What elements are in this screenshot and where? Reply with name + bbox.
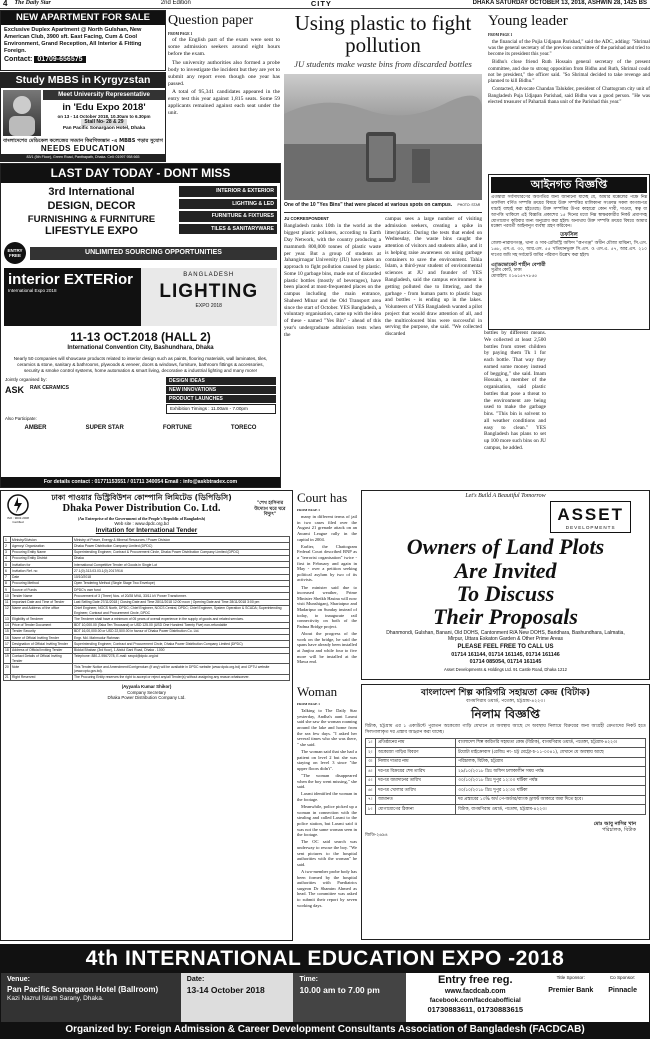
bitac-title: বাংলাদেশ শিল্প কারিগরি সহায়তা কেন্দ্র (বিটাক) [420, 688, 591, 698]
notice-body: এতদ্বারা সর্বসাধারণের অবগতির জন্য জানানো যাচ্ছে যে, আমার মক্কেলের পক্ষে নিম্ন তফসিল বর্ণিত সম্পত্তি ক্রয়ের বিষয়ে উক্ত সম্পত্তির মালিকানা সংক্রান্ত সকল কাগজপত্র যাচাই বাছাই করা হইতেছে। উক্ত সম্পত্তির উপর কাহারো কোন দাবী, দাওয়া, স্বত্ব বা আপত্তি থাকিলে এই বিজ্ঞপ্তি প্রকাশের ১৫ দিনের মধ্যে নিম্ন স্বাক্ষরকারীর নিকট প্রমাণসহ যোগাযোগ করিবার জন্য অনুরোধ করা হইল। অন্যথায় উক্ত সম্পত্তি ক্রয়ের বিষয়ে আমার মক্কেল পরবর্তী আইনানুগ ব্যবস্থা গ্রহণ করিবেন। [491, 194, 647, 230]
ad-mbbs-company: NEEDS EDUCATION [40, 144, 126, 154]
bitac-row-value: দর প্রস্তাবের ১০% অর্থ পে-অর্ডার/ব্যাংক ড্রাফট আকারে জমা দিতে হবে। [456, 795, 646, 805]
sponsor-logo: ASK [5, 385, 25, 396]
bitac-row [366, 748, 646, 758]
ad-interior-dates: 11-13 OCT.2018 (HALL 2) [70, 330, 211, 345]
tender-row-label: Tender Security [11, 628, 73, 634]
tender-row-number: 13 [5, 616, 9, 621]
edu-venue: Venue: Pan Pacific Sonargaon Hotel (Ballroom) Kazi Nazrul Islam Sarany, Dhaka. [1, 973, 181, 1022]
notice-schedule-title: তফসিল [560, 232, 578, 239]
story-title: Woman [297, 684, 338, 699]
page-header [0, 0, 650, 9]
tender-row-value: Engr. Md. Mahmudur Rahman [73, 635, 290, 641]
tender-row-label: Date [11, 574, 73, 580]
tender-row [4, 674, 290, 680]
story-title: Using plastic to fight pollution [294, 12, 472, 58]
tender-row-label: Source of Funds [11, 587, 73, 593]
ad-mbbs-dates: on 13 - 14 October 2018, 10.30am to 6.30pm [57, 113, 151, 119]
ad-interior-banner: LAST DAY TODAY - DONT MISS [1, 164, 280, 183]
ad-mbbs-title: Study MBBS in Kyrgyzstan [1, 73, 165, 88]
tender-row-number: 7 [4, 574, 11, 580]
tender-row-label: Contact Details of Official Inviting Tender [11, 653, 73, 664]
bitac-row-label: দরপত্র জমাদানের তারিখ [376, 776, 456, 786]
bitac-row-number: ২। [366, 748, 376, 758]
sponsor-logo: RAK CERAMICS [30, 385, 69, 392]
ad-interior-expo [0, 163, 281, 488]
tender-row-value: International Competitive Tender of Goods in Single Lot [73, 562, 290, 568]
story-woman: Woman FROM PAGE 1 Talking to The Daily Star yesterday, Andha's aunt Laxmi said she saw the woman roaming around the lake and home from the sea few days. "I asked her several times who she was there, " she said. The woman said that she had a patient on level 2 but she was staying on level 3 since "the upper floors didn't". "The woman disappeared when the boy went missing," she said. Laxmi identified the woman in the footage. Meanwhile, police picked up a woman in connection with the stealing and called Laxmi to the police station, but Laxmi said it was not the same woman seen in the footage. The OC said search was underway to rescue the boy. "We sent pictures to the hospital authorities with the woman" he said. A two-member probe body has been formed by the hospital authorities with Paediatrics surgeon Dr Shamim Ahmed as head. The committee was asked to submit their report by seven working days. [297, 684, 357, 908]
ad-interior-details: For details contact : 01771153551 / 01711 340054 Email : info@askbtradex.com [1, 477, 280, 488]
bitac-row-value: ৩০/১০/২০১৮ খ্রিঃ দুপুর ১২:০০ ঘটিকা পর্যন্ত [456, 776, 646, 786]
tender-row-label: Name and Address of the office [11, 605, 73, 616]
tender-row-label: Right Reserved [11, 674, 73, 680]
bitac-row [366, 757, 646, 767]
ad-mbbs-venue: Pan Pacific Sonargaon Hotel, Dhaka [62, 125, 146, 131]
tender-row-value: Chief Engineer, NOCS North, DPDC; Chief Engineer, NOCS Central, DPDC; Chief Engineer, System Operation & SCADA; Superintending Engineer, Contract and Procurement Circle, DPDC [73, 605, 290, 616]
tender-row-number: 11 [5, 600, 9, 605]
tender-row-value: The Procuring Entity reserves the right to accept or reject any/all Tender(s) without assigning any reason whatsoever. [73, 674, 290, 680]
bitac-row [366, 767, 646, 777]
tender-row-label: Designation of Official Inviting Tender [11, 641, 73, 647]
tender-row-label: Eligibility of Tenderer [11, 616, 73, 622]
tender-row-number: 2 [4, 543, 11, 549]
bitac-row-label: যোগাযোগের ঠিকানা [376, 805, 456, 815]
ad-mbbs-bengali: বাংলাদেশের মেডিকেল কলেজের সমমান কিরগিজস্তান -এ MBBS পড়ার সুযোগ [3, 138, 163, 145]
ad-interior-category: FURNITURE & FIXTURES [179, 211, 277, 222]
tender-row-value: BDT 10,000.00 (Taka Ten Thousand) or USD 125.00 (USD One Hundred Twenty Five) non-refundable [73, 622, 290, 628]
notice-bitac-auction: বাংলাদেশ শিল্প কারিগরি সহায়তা কেন্দ্র (বিটাক) বাগমণিরাম ওয়ার্ড, পতেঙ্গা, চট্টগ্রাম-৪২২৩। নিলাম বিজ্ঞপ্তি বিটাক, চট্টগ্রাম এর ১ একাউন্টে পুরাতন অকেজো গাড়ি যেখানে যে অবস্থায় আছে সে অবস্থায় নিলামে বিক্রয়ের জন্য আগ্রহী ক্রেতাদের নিকট হতে সিলগালাকৃত দর প্রস্তাব আহ্বান করা যাচ্ছে। ১। প্রতিষ্ঠানের নাম বাংলাদেশ শিল্প কারিগরি সহায়তা কেন্দ্র (বিটাক), বাগমণিরাম ওয়ার্ড, পতেঙ্গা, চট্টগ্রাম-৪২২৩। ২। অকেজো গাড়ির বিবরণ টয়োটা মাইক্রোবাস (রেজিঃ নং- চট্ট মেট্রো-চ-১১-০০৪১), যেখানে যে অবস্থায় আছে ৩। নিলাম দাতার নাম পরিচালক, বিটাক, চট্টগ্রাম ৪। দরপত্র বিক্রয়ের শেষ তারিখ ২৯/১০/২০১৮ খ্রিঃ অফিস চলাকালীন সময় পর্যন্ত ৫। দরপত্র জমাদানের তারিখ ৩০/১০/২০১৮ খ্রিঃ দুপুর ১২:০০ ঘটিকা পর্যন্ত ৬। দরপত্র খোলার তারিখ ৩০/১০/২০১৮ খ্রিঃ দুপুর ১২:৩০ ঘটিকা ৭। জামানত দর প্রস্তাবের ১০% অর্থ পে-অর্ডার/ব্যাংক ড্রাফট আকারে জমা দিতে হবে। ৮। যোগাযোগের ঠিকানা বিটাক, বাগমণিরাম ওয়ার্ড, পতেঙ্গা, চট্টগ্রাম-৪২২৩। মোঃ আবু নাসির খান পরিচালক, বিটাক জিডি-২৬৯৪ [361, 684, 650, 940]
tender-row-value: Ministry of Power, Energy & Mineral Resources / Power Division [73, 537, 290, 543]
bitac-row-label: দরপত্র বিক্রয়ের শেষ তারিখ [376, 767, 456, 777]
tender-row-label: Important Date and Time of Tender [11, 599, 73, 605]
tender-row-label: Name of Official Inviting Tender [11, 635, 73, 641]
ad-apartment-contact: Contact: 01709-656575 [1, 56, 165, 65]
bitac-row-label: দরপত্র খোলার তারিখ [376, 786, 456, 796]
paper-logo: The Daily Star [14, 0, 51, 7]
tender-row-label: Procuring Method [11, 580, 73, 586]
notice-title: আইনগত বিজ্ঞপ্তি [491, 177, 647, 193]
tender-row [4, 605, 290, 616]
tender-row-number: 6 [4, 568, 11, 574]
tender-row-number: 15 [5, 629, 9, 634]
tender-row-label: Tender Name [11, 593, 73, 599]
bitac-row [366, 776, 646, 786]
tender-row-number: 12 [4, 605, 11, 616]
story-question-paper: Question paper FROM PAGE 1 of the English part of the exam were sent to some admission seekers around eight hours before the exam. The university authorities also formed a probe body to investigate the incident but they are yet to submit any report even though one year has passed. A total of 95,341 candidates appeared in the entry test this year against 1,815 seats. Some 59 applicants remained against each seat under the unit. [168, 13, 280, 117]
tender-row-label: Procuring Entity District [11, 555, 73, 561]
bitac-row-label: অকেজো গাড়ির বিবরণ [376, 748, 456, 758]
bitac-row-number: ১। [366, 738, 376, 748]
bitac-row-number: ৩। [366, 757, 376, 767]
ad-apartment-title: NEW APARTMENT FOR SALE [1, 11, 165, 25]
tender-row-label: Invitation Ref. no [11, 568, 73, 574]
tender-row-label: Address of Official Inviting Tender [11, 647, 73, 653]
tender-row-value: Dhaka [73, 555, 290, 561]
tender-row-number: 1 [4, 537, 11, 543]
edu-organized-by: Organized by: Foreign Admission & Career Development Consultants Association of Bangladesh (FACDCAB) [1, 1022, 649, 1039]
tender-row-number: 18 [5, 648, 9, 653]
ad-mbbs-event: in 'Edu Expo 2018' [62, 101, 146, 113]
tender-row-value: Biddut Bhaban (3rd floor), 1 Abdul Gani Road, Dhaka - 1000 [73, 647, 290, 653]
story-plastic-col3: bottles by different means. We collected at least 2,500 bottles from street children by paying them Tk 1 for each bottle. That way they earned some money instead of begging," she said. Imam Hossain, a member of the organisation, said plastic bottles that pose a threat to the environment are being used to make the garbage bins. "This bin is solvent to all weather conditions and easy to clean." YES Bangladesh has plans to set up 100 more such bins on JU campus, he added. [484, 330, 546, 452]
tender-row-value: 10/10/2018 [73, 574, 290, 580]
tender-row-label: Note [11, 664, 73, 675]
bitac-table [365, 738, 646, 815]
date-line: DHAKA SATURDAY OCTOBER 13, 2018, ASHWIN 28, 1425 BS [472, 0, 647, 7]
tender-row-number: 17 [5, 641, 9, 646]
bitac-row-number: ৬। [366, 786, 376, 796]
bitac-row-value: ৩০/১০/২০১৮ খ্রিঃ দুপুর ১২:৩০ ঘটিকা [456, 786, 646, 796]
ad-mbbs [0, 72, 166, 162]
tender-row-label: Agency/ Organization [11, 543, 73, 549]
ad-interior-venue: International Convention City, Bashundhara, Dhaka [67, 345, 214, 352]
section-label: CITY [310, 0, 332, 9]
bitac-row-label: জামানত [376, 795, 456, 805]
edu-expo-title: 4th INTERNATIONAL EDUCATION EXPO -2018 [1, 945, 649, 973]
tender-row-number: 4 [4, 555, 11, 561]
bitac-row [366, 786, 646, 796]
ad-interior-features: DESIGN IDEAS NEW INNOVATIONS PRODUCT LAUNCHES Exhibition Timings : 11.00am - 7.00pm [166, 377, 276, 414]
dpdc-logo: ISO : 9001:2008 Certified [3, 494, 33, 525]
story-title: Court has [297, 490, 348, 505]
notice-schedule: জেলা-নারায়ণগঞ্জ, থানা ও সাব-রেজিস্ট্রি অফিস "রূপগঞ্জ" অধীন মৌজা মাঝিনা, সি.এস. ১৬৮, এস.এ. ৩০, আর.এস. ৫৫ খতিয়ানভুক্ত সি.এস. ও এস.এ. ৫৭, আর.এস. ২১০ দাগের জমি সহ সর্বমোট জমির পরিমাণ উল্লেখ করা হইল। [491, 241, 647, 259]
ad-education-expo [0, 944, 650, 1039]
story-photo [284, 74, 482, 200]
tender-row-label: Invitation for [11, 562, 73, 568]
tender-row-number: 5 [4, 562, 11, 568]
bitac-row-value: বাংলাদেশ শিল্প কারিগরি সহায়তা কেন্দ্র (বিটাক), বাগমণিরাম ওয়ার্ড, পতেঙ্গা, চট্টগ্রাম-৪২২৩। [456, 738, 646, 748]
tender-row-value: Superintending Engineer, Contract and Procurement Circle, Dhaka Power Distribution Company Limited (DPDC) [73, 641, 290, 647]
story-title: Question paper [168, 13, 254, 28]
co-sponsor: Co Sponsor: Pinnacle [608, 975, 637, 994]
edition-label: 2nd Edition [160, 0, 191, 7]
ad-interior-title-4: LIFESTYLE EXPO [45, 225, 138, 238]
tender-row-number: 9 [4, 587, 11, 593]
tender-row [4, 653, 290, 664]
edu-date: Date: 13-14 October 2018 [181, 973, 294, 1022]
entry-free-badge: ENTRY FREE [4, 242, 26, 264]
sponsor-strip [1, 424, 280, 434]
story-young-leader: Young leader FROM PAGE 1 the financial of the Pujia Udjapan Parishad," said the ADC, adding: "Shrimal was the general secretary of the previous committee of the parishad and tried to become its president this year." Bidhu's close friend Ruth Hossain general secretary of the present committee, and due to strong opposition from Bidhu and Ruth, Shrimal could not be president," the officer said. "So Shrimal decided to take revenge and planned to kill Bidhu." Contacted, Advocate Chandan Talukder, president of Chattogram city unit of Bangladesh Puja Udjapan Parishad, said Bidhu was a good person. "He was elected treasurer of Pahartali thana unit of the Parishad this year." [488, 13, 650, 105]
story-title: Young leader [488, 13, 568, 29]
tender-row-number: 19 [4, 653, 11, 664]
page-number: 4 [3, 0, 8, 8]
bitac-row [366, 795, 646, 805]
waste-bin-photo-icon [284, 74, 482, 200]
tender-row-number: 14 [5, 623, 9, 628]
notice-signer: এ্যাডভোকেট শাহীন বেপারী [491, 262, 546, 269]
ad-interior-description: Nearly 50 companies will showcase products related to interior design such as paints, flooring materials, wall laminates, tiles, ceramics & stone, sanitary & bathrooms, plywoods & veneer, doors & windows, furniture, bathroom fittings & accessories, security & smoke control systems, home automation & smart living, decorative & industrial lighting and many more! [13, 355, 268, 373]
ad-mbbs-address: 83/1 (5th Floor), Green Road, Panthapath, Dhaka. Cell: 01997 958 665 [1, 154, 165, 160]
tender-row [4, 664, 290, 675]
ad-apartment [0, 10, 166, 71]
ad-apartment-phone: 01709-656575 [34, 56, 85, 63]
sponsor-logo: SUPER STAR [85, 424, 124, 431]
edu-sponsors [544, 973, 649, 1022]
tender-row-value: BDT 16,00,000.00 or USD 22,500.00 in favour of Dhaka Power Distribution Co. Ltd. [73, 628, 290, 634]
tender-row-label: Ministry/Division [11, 537, 73, 543]
bitac-row-value: ২৯/১০/২০১৮ খ্রিঃ অফিস চলাকালীন সময় পর্যন্ত [456, 767, 646, 777]
person-photo-icon [3, 90, 41, 136]
tender-notice-dpdc: ISO : 9001:2008 Certified ঢাকা পাওয়ার ডিস্ট্রিবিউশন কোম্পানি লিমিটেড (ডিপিডিসি) Dhaka Power Distribution Co. Ltd. (An Enterprise of the Government of the People's Republic of Bangladesh) Web site : www.dpdc.org.bd "শেখ হাসিনার উদ্যোগ ঘরে ঘরে বিদ্যুৎ" Invitation for International Tender 1 Ministry/Division Ministry of Power, Energy & Mineral Resources / Power Division 2 Agency/ Organization Dhaka Power Distribution Company Limited (DPDC) 3 Procuring Entity Name Superintending Engineer, Contract & Procurement Circle, Dhaka Power Distribution Company Limited (DPDC) 4 Procuring Entity District Dhaka 5 Invitation for International Competitive Tender of Goods in Single Lot 6 Invitation Ref. no 27.1(0).313.03.03.1(0) 2017/916 7 Date 10/10/2018 8 Procuring Method Open Tendering Method (Single Stage Two Envelope) 9 Source of Funds DPDC's own fund 10 Tender Name Procurement of 3 (Three) Nos. of 20/28 MVA, 33/11 kV Power Transformer. 11 Important Date and Time of Tender Last Selling Date 27/11/2018 | Closing Date and Time 28/11/2018 12:00 noon | Opening Date and Time 28/11/2018 3:00 pm 12 Name and Address of the office Chief Engineer, NOCS North, DPDC; Chief Engineer, NOCS Central, DPDC; Chief Engineer, System Operation & SCADA; Superintending Engineer, Contract and Procurement Circle, DPDC 13 Eligibility of Tenderer The Tenderer shall have a minimum of 05 years of overall experience in the supply of goods and related services. 14 Price of Tender Document BDT 10,000.00 (Taka Ten Thousand) or USD 125.00 (USD One Hundred Twenty Five) non-refundable 15 Tender Security BDT 16,00,000.00 or USD 22,500.00 in favour of Dhaka Power Distribution Co. Ltd. 16 Name of Official Inviting Tender Engr. Md. Mahmudur Rahman 17 Designation of Official Inviting Tender Superintending Engineer, Contract and Procurement Circle, Dhaka Power Distribution Company Limited (DPDC) 18 Address of Official Inviting Tender Biddut Bhaban (3rd floor), 1 Abdul Gani Road, Dhaka - 1000 19 Contact Details of Official Inviting Tender Telephone: 880-2-9567278, E-mail: secpd@dpdc.org.bd 20 Note This Tender Notice and Amendment/Corrigendum (if any) will be available in DPDC website (www.dpdc.org.bd) and CPTU website (www.cptu.gov.bd). 21 Right Reserved The Procuring Entity reserves the right to accept or reject any/all Tender(s) without assigning any reason whatsoever. (Ayyanla Kumar Shikor) Company Secretary Dhaka Power Distribution Company Ltd. [0, 490, 293, 941]
tender-row-number: 16 [5, 635, 9, 640]
ad-interior-category: INTERIOR & EXTERIOR [179, 186, 277, 197]
ad-mbbs-subtitle: Meet University Representative [43, 90, 165, 100]
tender-row-number: 20 [4, 664, 11, 675]
bitac-row-label: প্রতিষ্ঠানের নাম [376, 738, 456, 748]
tender-row-value: Open Tendering Method (Single Stage Two Envelope) [73, 580, 290, 586]
representative-photo [3, 90, 41, 136]
tender-row-value: The Tenderer shall have a minimum of 05 years of overall experience in the supply of goods and related services. [73, 616, 290, 622]
bitac-row-value: বিটাক, বাগমণিরাম ওয়ার্ড, পতেঙ্গা, চট্টগ্রাম-৪২২৩। [456, 805, 646, 815]
edu-time: Time: 10.00 am to 7.00 pm [293, 973, 406, 1022]
bitac-row-number: ৫। [366, 776, 376, 786]
tender-row-label: Price of Tender Document [11, 622, 73, 628]
also-participate-label: Also Participate: [5, 416, 37, 422]
bitac-row-number: ৭। [366, 795, 376, 805]
ad-interior-title-3: FURNISHING & FURNITURE [27, 213, 156, 225]
tender-row-number: 10 [5, 593, 9, 598]
story-plastic [284, 12, 482, 488]
legal-notice-bn-content: আইনগত বিজ্ঞপ্তি এতদ্বারা সর্বসাধারণের অবগতির জন্য জানানো যাচ্ছে যে, আমার মক্কেলের পক্ষে নিম্ন তফসিল বর্ণিত সম্পত্তি ক্রয়ের বিষয়ে উক্ত সম্পত্তির মালিকানা সংক্রান্ত সকল কাগজপত্র যাচাই বাছাই করা হইতেছে। উক্ত সম্পত্তির উপর কাহারো কোন দাবী, দাওয়া, স্বত্ব বা আপত্তি থাকিলে এই বিজ্ঞপ্তি প্রকাশের ১৫ দিনের মধ্যে নিম্ন স্বাক্ষরকারীর নিকট প্রমাণসহ যোগাযোগ করিবার জন্য অনুরোধ করা হইল। অন্যথায় উক্ত সম্পত্তি ক্রয়ের বিষয়ে আমার মক্কেল পরবর্তী আইনানুগ ব্যবস্থা গ্রহণ করিবেন। তফসিল জেলা-নারায়ণগঞ্জ, থানা ও সাব-রেজিস্ট্রি অফিস "রূপগঞ্জ" অধীন মৌজা মাঝিনা, সি.এস. ১৬৮, এস.এ. ৩০, আর.এস. ৫৫ খতিয়ানভুক্ত সি.এস. ও এস.এ. ৫৭, আর.এস. ২১০ দাগের জমি সহ সর্বমোট জমির পরিমাণ উল্লেখ করা হইল। এ্যাডভোকেট শাহীন বেপারী সুপ্রীম কোর্ট, ঢাকা মোবাইল: ০১৬১৫৭৭৮৫৫ [488, 174, 650, 330]
tender-row-number: 3 [4, 549, 11, 555]
asset-logo: ASSET DEVELOPMENTS [362, 501, 649, 534]
tender-row-value: This Tender Notice and Amendment/Corrigendum (if any) will be available in DPDC website (www.dpdc.org.bd) and CPTU website (www.cptu.gov.bd). [73, 664, 290, 675]
edu-contact: Entry free reg. www.facdcab.com facebook.com/facdcabofficial 01730883611, 01730883615 [427, 974, 523, 1014]
photo-caption: One of the 10 "Yes Bins" that were placed at various spots on campus. PHOTO: STAR [284, 201, 481, 208]
tender-invitation-title: Invitation for International Tender [95, 527, 198, 535]
sponsor-logo: FORTUNE [162, 424, 192, 431]
ad-interior-category: TILES & SANITARYWARE [179, 224, 277, 235]
sponsor-logo: AMBER [24, 424, 47, 431]
story-column: JU CORRESPONDENT Bangladesh ranks 10th in the world as the biggest plastic polluters, according to Earth Day Network, with the country producing a mammoth 800,000 tonnes of plastic waste per year. But a group of students at Jahangirnagar University (JU) have taken an approach to fight pollution caused by plastic. Some 10 garbage bins, made out of discarded plastic bottles (mostly of beverages), have been placed at most-frequented places on the campus including the main entrance, Shaheed Minar and the Old Transport area since the start of October. YES Bangladesh, a voluntary organisation, came up with the idea of these - named "Yes Bin" - ahead of this year's undergraduate admission tests when the [284, 216, 381, 338]
ad-interior-category: LIGHTING & LED [179, 199, 277, 210]
ad-interior-title-2: DESIGN, DECOR [47, 199, 136, 212]
tender-row-value: 27.1(0).313.03.03.1(0) 2017/916 [73, 568, 290, 574]
story-column: campus sees a large number of visiting admission seekers, creating a spike in litter/plastic. During the tests that ended on Wednesday, the waste bins caught the attention of visitors and students alike, and it is helping raise awareness on using garbage containers to save the environment. Tahia Islam, a third-year student of environmental sciences at JU and founder of YES Bangladesh, said the campus environment is getting polluted due to littering, and the garbage - from human parts to plastic bags and bottles - is ending up in the lakes. Volunteers of YES Bangladesh wanted a pilot project that would draw attention of all, and the multicoloured bins were successful in serving the purpose, she said. "We collected discarded [385, 216, 482, 338]
bitac-row-value: টয়োটা মাইক্রোবাস (রেজিঃ নং- চট্ট মেট্রো-চ-১১-০০৪১), যেখানে যে অবস্থায় আছে [456, 748, 646, 758]
bitac-heading: নিলাম বিজ্ঞপ্তি [471, 706, 540, 721]
interior-exterior-logo: interior EXTERior International Expo 2018 [4, 268, 141, 326]
story-subtitle: JU students make waste bins from discarded bottles [294, 59, 472, 70]
dpdc-logo-icon [7, 494, 29, 516]
sponsor-logo: TORECO [230, 424, 257, 431]
bitac-row [366, 805, 646, 815]
tender-row-number: 21 [5, 675, 9, 680]
ad-mbbs-stall: Stall No- 28 & 29 [81, 119, 126, 125]
tender-row-value: DPDC's own fund [73, 587, 290, 593]
lighting-expo-logo: BANGLADESH LIGHTING EXPO 2018 [141, 268, 278, 326]
story-court: Court has FROM PAGE 1 many in different terms of jail in two cases filed over the August 21 grenade attack on an Awami League rally in the capital in 2004. Earlier, the Chattogram Federal Court described BNP as a "terrorist organisation" twice - first in February and again in May - over a petition seeking political asylum by two of its activists. The minister said due to increased weather, Prime Minister Sheikh Hasina will now visit Munshiganj, Shariatpur and Madaripur on Sunday instead of today, to inaugurate rail connectivity on both of the Padma Bridge project. About the progress of the work on the bridge, he said the spans have already been installed at Janjira and while four to five more will be installed at the Mawa end. [297, 490, 357, 665]
bitac-row-label: নিলাম দাতার নাম [376, 757, 456, 767]
bitac-row-number: ৮। [366, 805, 376, 815]
ad-asset-box: Let's Build A Beautiful Tomorrow ASSET DEVELOPMENTS Owners of Land Plots Are Invited To Discuss Their Proposals Dhanmondi, Gulshan, Banani, Old DOHS, Cantonment R/A New DOHS, Baridhara, Bashundhara, Lalmatia, Mirpur, Uttara Eskaton Garden & Other Prime Areas PLEASE FEEL FREE TO CALL US 01714 161144, 01714 161145, 01714 161146 01714 085054, 01714 161145 Asset Developments & Holdings Ltd. 91 Castle Road, Dhaka 1212 [361, 490, 650, 680]
title-sponsor: Title Sponsor: Premier Bank [548, 975, 594, 994]
tender-row-value: Last Selling Date 27/11/2018 | Closing Date and Time 28/11/2018 12:00 noon | Opening Date and Time 28/11/2018 3:00 pm [73, 599, 290, 605]
tender-row-value: Superintending Engineer, Contract & Procurement Circle, Dhaka Power Distribution Company Limited (DPDC) [73, 549, 290, 555]
bitac-row-number: ৪। [366, 767, 376, 777]
tender-row-value: Dhaka Power Distribution Company Limited (DPDC) [73, 543, 290, 549]
asset-headline: Owners of Land Plots Are Invited To Discuss Their Proposals [406, 534, 605, 629]
ad-apartment-body: Exclusive Duplex Apartment @ North Gulshan, New American Club, 3900 sft. East Facing, Cum & Cool Environment, Grand Reception, All Interior & Fitting Foreign. [4, 26, 142, 54]
tender-row-label: Procuring Entity Name [11, 549, 73, 555]
ad-interior-unlimited: UNLIMITED SOURCING OPPORTUNITIES [30, 247, 277, 260]
bitac-row [366, 738, 646, 748]
tender-row-value: Procurement of 3 (Three) Nos. of 20/28 MVA, 33/11 kV Power Transformer. [73, 593, 290, 599]
tender-row-value: Telephone: 880-2-9567278, E-mail: secpd@dpdc.org.bd [73, 653, 290, 664]
ad-interior-title-1: 3rd International [48, 186, 135, 198]
ad-interior-jointly: Jointly organised by: ASK RAK CERAMICS [5, 376, 69, 396]
bitac-row-value: পরিচালক, বিটাক, চট্টগ্রাম [456, 757, 646, 767]
tender-row-number: 8 [4, 580, 11, 586]
tender-table [3, 536, 290, 681]
